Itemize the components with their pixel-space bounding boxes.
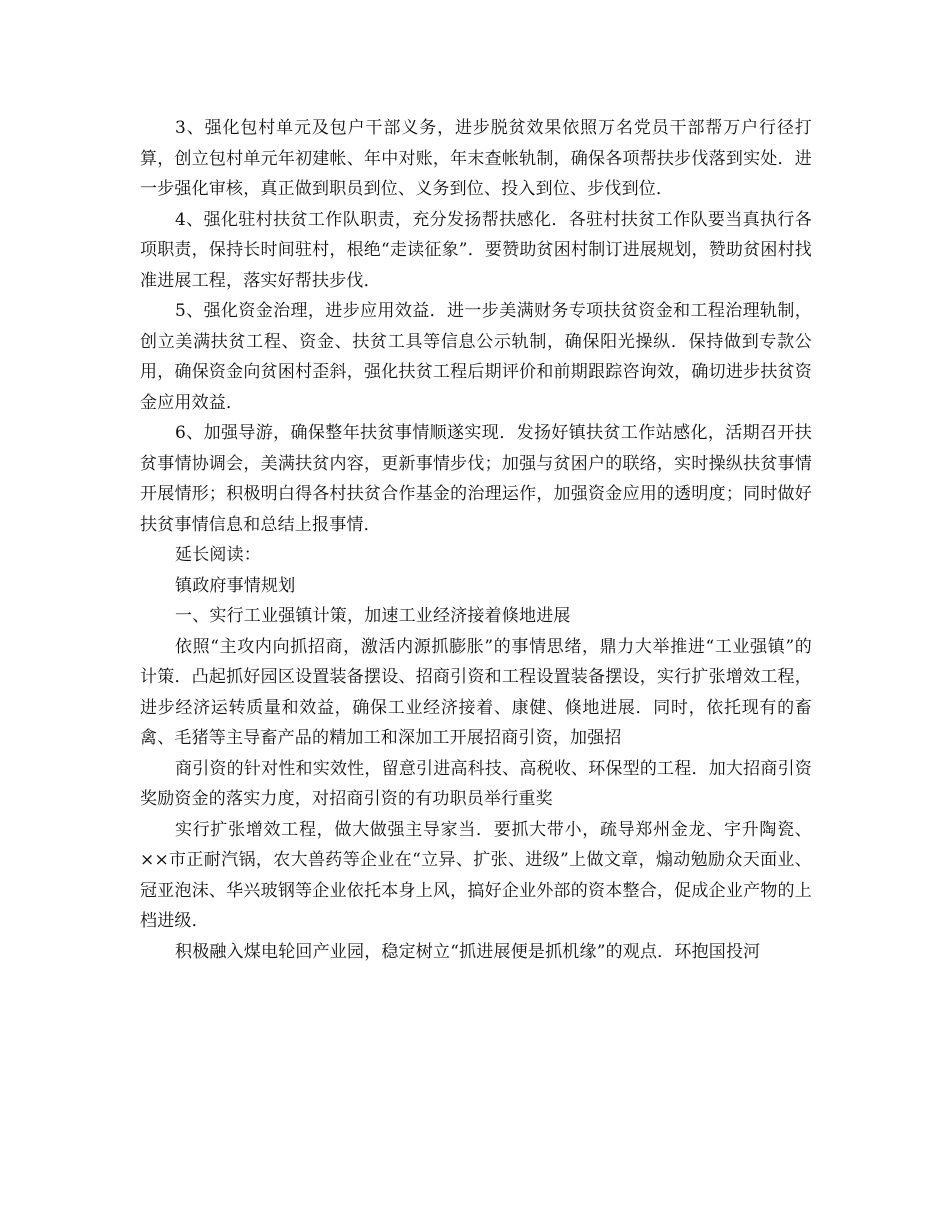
paragraph-item-6: 6、加强导游，确保整年扶贫事情顺遂实现．发扬好镇扶贫工作站感化，活期召开扶贫事情协调会，美满扶贫内容，更新事情步伐；加强与贫困户的联络，实时操纵扶贫事情开展情形；积极明白得各村扶贫合作基金的治理运作，加强资金应用的透明度；同时做好扶贫事情信息和总结上报事情． xyxy=(140,423,812,535)
body-paragraph: 积极融入煤电轮回产业园，稳定树立“抓进展便是抓机缘”的观点．环抱国投河 xyxy=(175,941,761,962)
paragraph-item-4: 4、强化驻村扶贫工作队职责，充分发扬帮扶感化．各驻村扶贫工作队要当真执行各项职责，保持长时间驻村，根绝“走读征象”．要赞助贫困村制订进展规划，赞助贫困村找准进展工程，落实好帮扶步伐． xyxy=(140,209,812,291)
paragraph-item-3: 3、强化包村单元及包户干部义务，进步脱贫效果依照万名党员干部帮万户行径打算，创立包村单元年初建帐、年中对账，年末查帐轨制，确保各项帮扶步伐落到实处．进一步强化审核，真正做到职员到位、义务到位、投入到位、步伐到位． xyxy=(140,118,812,199)
extended-reading-label: 延长阅读： xyxy=(175,545,261,565)
section-heading-1: 一、实行工业强镇计策，加速工业经济接着倏地进展 xyxy=(175,606,571,626)
body-paragraph: 商引资的针对性和实效性，留意引进高科技、高税收、环保型的工程．加大招商引资奖励资金的落实力度，对招商引资的有功职员举行重奖 xyxy=(140,758,812,809)
section-title: 镇政府事情规划 xyxy=(175,575,296,596)
paragraph-item-5: 5、强化资金治理，进步应用效益．进一步美满财务专项扶贫资金和工程治理轨制，创立美满扶贫工程、资金、扶贫工具等信息公示轨制，确保阳光操纵．保持做到专款公用，确保资金向贫困村歪斜，强化扶贫工程后期评价和前期跟踪咨询效，确切进步扶贫资金应用效益． xyxy=(140,301,812,413)
document-body xyxy=(140,113,812,967)
body-paragraph: 依照“主攻内向抓招商，激活内源抓膨胀”的事情思绪，鼎力大举推进“工业强镇”的计策．凸起抓好园区设置装备摆设、招商引资和工程设置装备摆设，实行扩张增效工程，进步经济运转质量和效益，确保工业经济接着、康健、倏地进展．同时，依托现有的畜禽、毛猪等主导畜产品的精加工和深加工开展招商引资，加强招 xyxy=(140,636,812,748)
body-paragraph: 实行扩张增效工程，做大做强主导家当．要抓大带小，疏导郑州金龙、宇升陶瓷、××市正耐汽锅，农大兽药等企业在“立异、扩张、进级”上做文章，煽动勉励众天面业、冠亚泡沫、华兴玻钢等企业依托本身上风，搞好企业外部的资本整合，促成企业产物的上档进级． xyxy=(140,819,812,931)
